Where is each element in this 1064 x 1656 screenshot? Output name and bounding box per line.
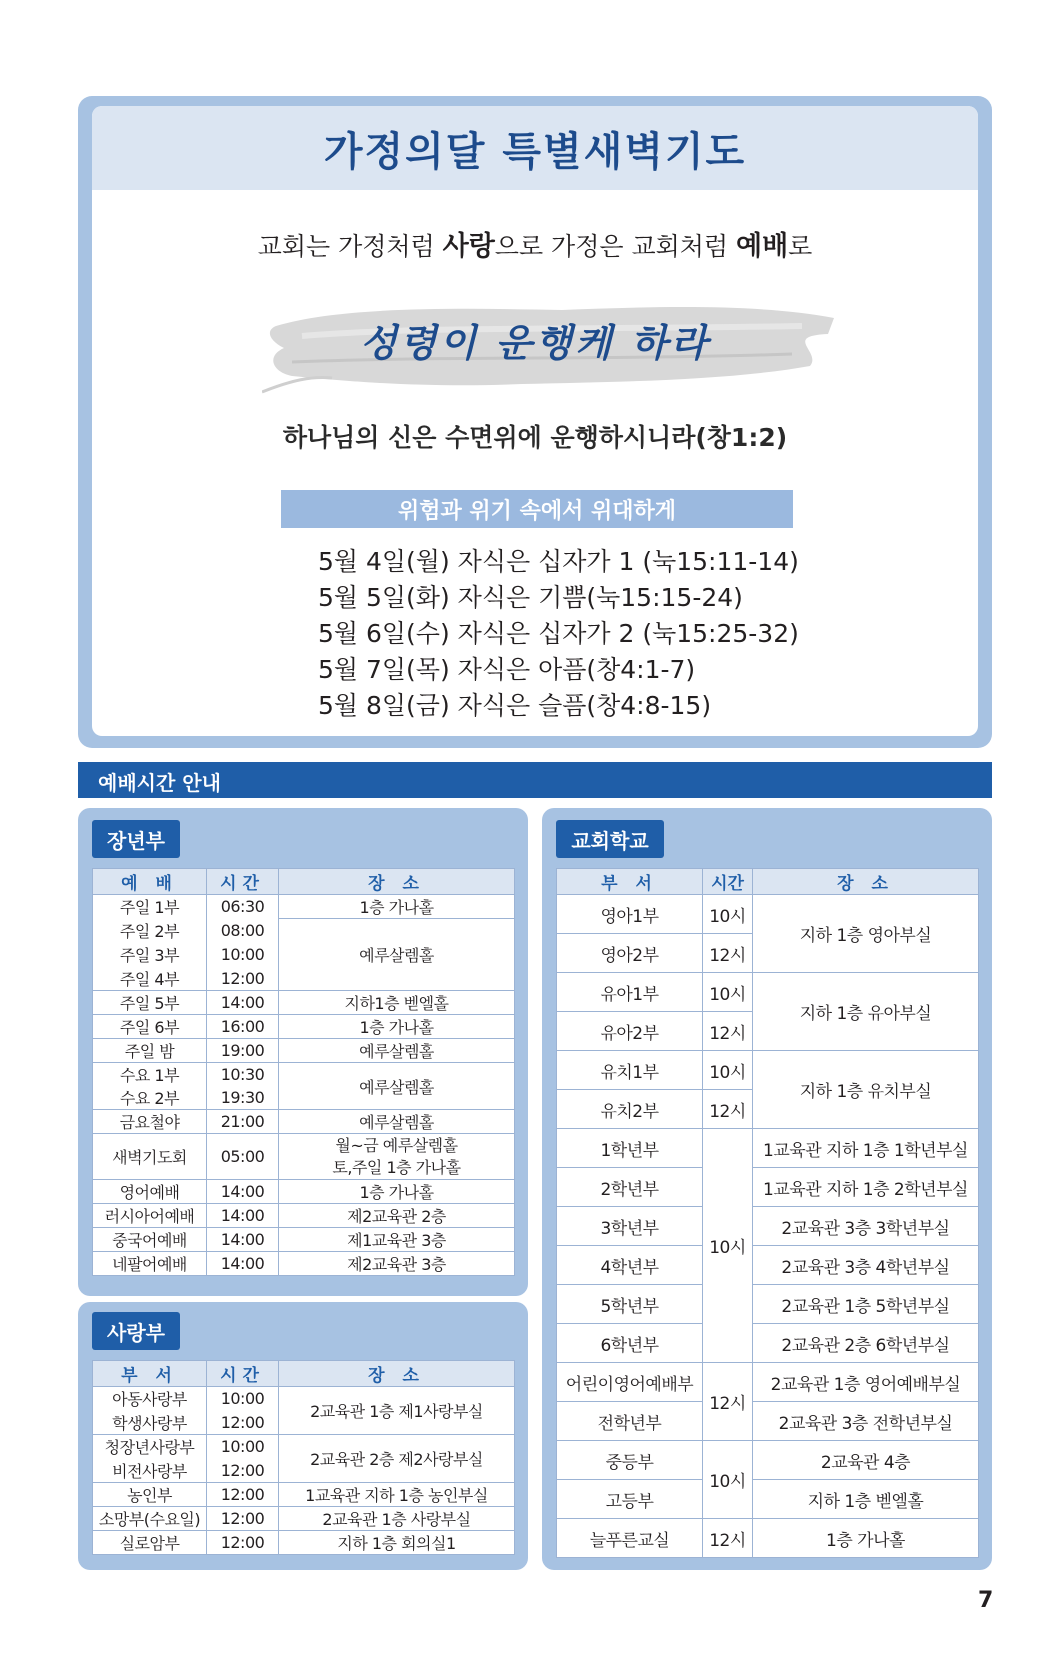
header-time: 시간 <box>207 1361 279 1387</box>
subtitle: 위험과 위기 속에서 위대하게 <box>397 498 676 524</box>
worship-place: 예루살렘홀 <box>279 1039 515 1063</box>
dept-name: 유치1부 <box>557 1051 703 1090</box>
schedule-item <box>318 688 878 724</box>
table-row <box>557 1168 979 1207</box>
worship-time: 19:30 <box>207 1086 279 1110</box>
dept-name: 2학년부 <box>557 1168 703 1207</box>
love-dept-table <box>92 1360 515 1555</box>
header-dept: 부 서 <box>93 1361 207 1387</box>
table-row <box>557 1441 979 1480</box>
worship-place: 1층 가나홀 <box>279 895 515 919</box>
worship-name: 주일 1부 <box>93 895 207 919</box>
dept-time: 12:00 <box>207 1411 279 1435</box>
dept-name: 1학년부 <box>557 1129 703 1168</box>
table-row <box>93 919 515 943</box>
schedule-list <box>318 544 878 724</box>
dept-place: 2교육관 1층 제1사랑부실 <box>279 1387 515 1435</box>
dept-name: 아동사랑부 <box>93 1387 207 1411</box>
schedule-date: 5월 5일(화) <box>318 583 450 612</box>
header-place: 장 소 <box>279 869 515 895</box>
dept-place: 2교육관 2층 6학년부실 <box>753 1324 979 1363</box>
schedule-date: 5월 6일(수) <box>318 619 450 648</box>
table-row <box>93 1180 515 1204</box>
dept-name: 3학년부 <box>557 1207 703 1246</box>
worship-place: 제2교육관 3층 <box>279 1252 515 1276</box>
worship-name: 러시아어예배 <box>93 1204 207 1228</box>
dept-name: 전학년부 <box>557 1402 703 1441</box>
dept-name: 유치2부 <box>557 1090 703 1129</box>
worship-name: 주일 4부 <box>93 967 207 991</box>
schedule-text: 자식은 십자가 2 (눅15:25-32) <box>457 619 799 648</box>
dept-time: 10시 <box>703 1051 753 1090</box>
table-row <box>557 1480 979 1519</box>
table-row <box>557 1324 979 1363</box>
table-row <box>557 1207 979 1246</box>
dept-time: 12시 <box>703 1519 753 1558</box>
schedule-item <box>318 580 878 616</box>
dept-name: 유아2부 <box>557 1012 703 1051</box>
dept-name: 영아2부 <box>557 934 703 973</box>
header-time: 시간 <box>207 869 279 895</box>
section-header <box>78 762 992 798</box>
dept-name: 농인부 <box>93 1483 207 1507</box>
table-row <box>557 1246 979 1285</box>
worship-name: 중국어예배 <box>93 1228 207 1252</box>
worship-place: 제1교육관 3층 <box>279 1228 515 1252</box>
schedule-text: 자식은 십자가 1 (눅15:11-14) <box>457 547 799 576</box>
dept-name: 중등부 <box>557 1441 703 1480</box>
table-row <box>557 1051 979 1090</box>
worship-place: 예루살렘홀 <box>279 1110 515 1134</box>
dept-time: 10:00 <box>207 1435 279 1459</box>
worship-time: 06:30 <box>207 895 279 919</box>
dept-time: 10시 <box>703 1129 753 1363</box>
table-row <box>557 1363 979 1402</box>
worship-time: 10:00 <box>207 943 279 967</box>
worship-name: 주일 2부 <box>93 919 207 943</box>
worship-name: 주일 5부 <box>93 991 207 1015</box>
dept-name: 학생사랑부 <box>93 1411 207 1435</box>
worship-name: 주일 3부 <box>93 943 207 967</box>
worship-time: 14:00 <box>207 1228 279 1252</box>
dept-place: 2교육관 2층 제2사랑부실 <box>279 1435 515 1483</box>
worship-time: 21:00 <box>207 1110 279 1134</box>
dept-place: 1층 가나홀 <box>753 1519 979 1558</box>
bible-verse: 하나님의 신은 수면위에 운행하시니라(창1:2) <box>282 423 788 452</box>
dept-name: 6학년부 <box>557 1324 703 1363</box>
dept-place: 2교육관 4층 <box>753 1441 979 1480</box>
dept-time: 10시 <box>703 973 753 1012</box>
motto-bold-2: 예배 <box>736 231 789 262</box>
dept-place: 2교육관 3층 4학년부실 <box>753 1246 979 1285</box>
dept-time: 10시 <box>703 895 753 934</box>
dept-time: 12:00 <box>207 1459 279 1483</box>
motto-part-3: 로 <box>788 232 813 261</box>
love-tag: 사랑부 <box>92 1312 180 1350</box>
table-row <box>557 895 979 934</box>
worship-name: 수요 2부 <box>93 1086 207 1110</box>
schedule-text: 자식은 슬픔(창4:8-15) <box>457 691 712 720</box>
dept-name: 비전사랑부 <box>93 1459 207 1483</box>
prayer-title-band <box>92 106 978 190</box>
worship-place: 예루살렘홀 <box>279 919 515 991</box>
prayer-box <box>92 106 978 736</box>
worship-time: 08:00 <box>207 919 279 943</box>
worship-time: 14:00 <box>207 1204 279 1228</box>
dept-name: 영아1부 <box>557 895 703 934</box>
schedule-date: 5월 4일(월) <box>318 547 450 576</box>
dept-place: 지하 1층 벧엘홀 <box>753 1480 979 1519</box>
table-row <box>557 973 979 1012</box>
school-tag: 교회학교 <box>556 820 664 858</box>
dept-time: 12시 <box>703 1363 753 1441</box>
adult-worship-table <box>92 868 515 1276</box>
dept-time: 10:00 <box>207 1387 279 1411</box>
prayer-title: 가정의달 특별새벽기도 <box>323 128 747 175</box>
dept-name: 늘푸른교실 <box>557 1519 703 1558</box>
worship-time: 05:00 <box>207 1134 279 1180</box>
worship-name: 네팔어예배 <box>93 1252 207 1276</box>
table-header-row <box>93 869 515 895</box>
worship-time: 12:00 <box>207 967 279 991</box>
dept-name: 소망부(수요일) <box>93 1507 207 1531</box>
dept-time: 12시 <box>703 1090 753 1129</box>
dept-name: 4학년부 <box>557 1246 703 1285</box>
table-row <box>93 1204 515 1228</box>
schedule-item <box>318 544 878 580</box>
dept-place: 1교육관 지하 1층 1학년부실 <box>753 1129 979 1168</box>
worship-name: 영어예배 <box>93 1180 207 1204</box>
dept-place: 2교육관 3층 3학년부실 <box>753 1207 979 1246</box>
page-number: 7 <box>978 1588 994 1613</box>
place-line-2: 토,주일 1층 가나홀 <box>332 1157 461 1177</box>
dept-name: 어린이영어예배부 <box>557 1363 703 1402</box>
table-row <box>93 1110 515 1134</box>
table-row <box>557 1285 979 1324</box>
dept-name: 실로암부 <box>93 1531 207 1555</box>
header-time: 시간 <box>703 869 753 895</box>
dept-place: 2교육관 1층 영어예배부실 <box>753 1363 979 1402</box>
motto-part-2: 으로 가정은 교회처럼 <box>494 232 736 261</box>
dept-name: 유아1부 <box>557 973 703 1012</box>
table-row <box>93 1015 515 1039</box>
worship-time: 14:00 <box>207 991 279 1015</box>
table-row <box>93 1039 515 1063</box>
motto-bold-1: 사랑 <box>442 231 495 262</box>
theme-text: 성령이 운행케 하라 <box>359 321 711 365</box>
worship-place: 1층 가나홀 <box>279 1015 515 1039</box>
table-row <box>93 1252 515 1276</box>
worship-name: 주일 6부 <box>93 1015 207 1039</box>
dept-name: 청장년사랑부 <box>93 1435 207 1459</box>
dept-place: 1교육관 지하 1층 농인부실 <box>279 1483 515 1507</box>
header-place: 장 소 <box>279 1361 515 1387</box>
dept-time: 12:00 <box>207 1483 279 1507</box>
schedule-item <box>318 652 878 688</box>
dept-name: 고등부 <box>557 1480 703 1519</box>
dept-place: 지하 1층 유아부실 <box>753 973 979 1051</box>
dept-name: 5학년부 <box>557 1285 703 1324</box>
header-dept: 부 서 <box>557 869 703 895</box>
table-row <box>557 1129 979 1168</box>
worship-place: 예루살렘홀 <box>279 1063 515 1110</box>
table-row <box>93 1387 515 1411</box>
table-row <box>93 1435 515 1459</box>
dept-place: 지하 1층 회의실1 <box>279 1531 515 1555</box>
worship-time: 19:00 <box>207 1039 279 1063</box>
worship-time: 16:00 <box>207 1015 279 1039</box>
table-row <box>557 1402 979 1441</box>
dept-place: 2교육관 1층 5학년부실 <box>753 1285 979 1324</box>
schedule-date: 5월 8일(금) <box>318 691 450 720</box>
worship-time: 10:30 <box>207 1063 279 1087</box>
table-row <box>557 1519 979 1558</box>
table-header-row <box>557 869 979 895</box>
table-row <box>93 1063 515 1087</box>
motto-part-1: 교회는 가정처럼 <box>257 232 443 261</box>
worship-place <box>279 1134 515 1180</box>
schedule-text: 자식은 기쁨(눅15:15-24) <box>457 583 743 612</box>
schedule-date: 5월 7일(목) <box>318 655 450 684</box>
dept-time: 12시 <box>703 934 753 973</box>
schedule-text: 자식은 아픔(창4:1-7) <box>457 655 696 684</box>
section-title: 예배시간 안내 <box>98 771 221 795</box>
subtitle-bar <box>281 490 793 528</box>
dept-time: 12:00 <box>207 1507 279 1531</box>
worship-name: 새벽기도회 <box>93 1134 207 1180</box>
worship-name: 수요 1부 <box>93 1063 207 1087</box>
worship-name: 금요철야 <box>93 1110 207 1134</box>
dept-time: 10시 <box>703 1441 753 1519</box>
church-school-table <box>556 868 979 1558</box>
table-row <box>93 1531 515 1555</box>
adult-tag: 장년부 <box>92 820 180 858</box>
table-row <box>93 1134 515 1180</box>
worship-place: 1층 가나홀 <box>279 1180 515 1204</box>
header-place: 장 소 <box>753 869 979 895</box>
worship-time: 14:00 <box>207 1252 279 1276</box>
dept-time: 12:00 <box>207 1531 279 1555</box>
schedule-item <box>318 616 878 652</box>
table-row <box>93 895 515 919</box>
header-worship: 예 배 <box>93 869 207 895</box>
worship-time: 14:00 <box>207 1180 279 1204</box>
worship-place: 제2교육관 2층 <box>279 1204 515 1228</box>
dept-place: 2교육관 3층 전학년부실 <box>753 1402 979 1441</box>
place-line-1: 월~금 예루살렘홀 <box>335 1135 458 1155</box>
dept-time: 12시 <box>703 1012 753 1051</box>
table-row <box>93 1228 515 1252</box>
table-row <box>93 1483 515 1507</box>
table-row <box>93 1507 515 1531</box>
dept-place: 지하 1층 유치부실 <box>753 1051 979 1129</box>
dept-place: 2교육관 1층 사랑부실 <box>279 1507 515 1531</box>
table-row <box>93 991 515 1015</box>
table-header-row <box>93 1361 515 1387</box>
motto <box>92 224 978 263</box>
worship-name: 주일 밤 <box>93 1039 207 1063</box>
worship-place: 지하1층 벧엘홀 <box>279 991 515 1015</box>
dept-place: 지하 1층 영아부실 <box>753 895 979 973</box>
dept-place: 1교육관 지하 1층 2학년부실 <box>753 1168 979 1207</box>
